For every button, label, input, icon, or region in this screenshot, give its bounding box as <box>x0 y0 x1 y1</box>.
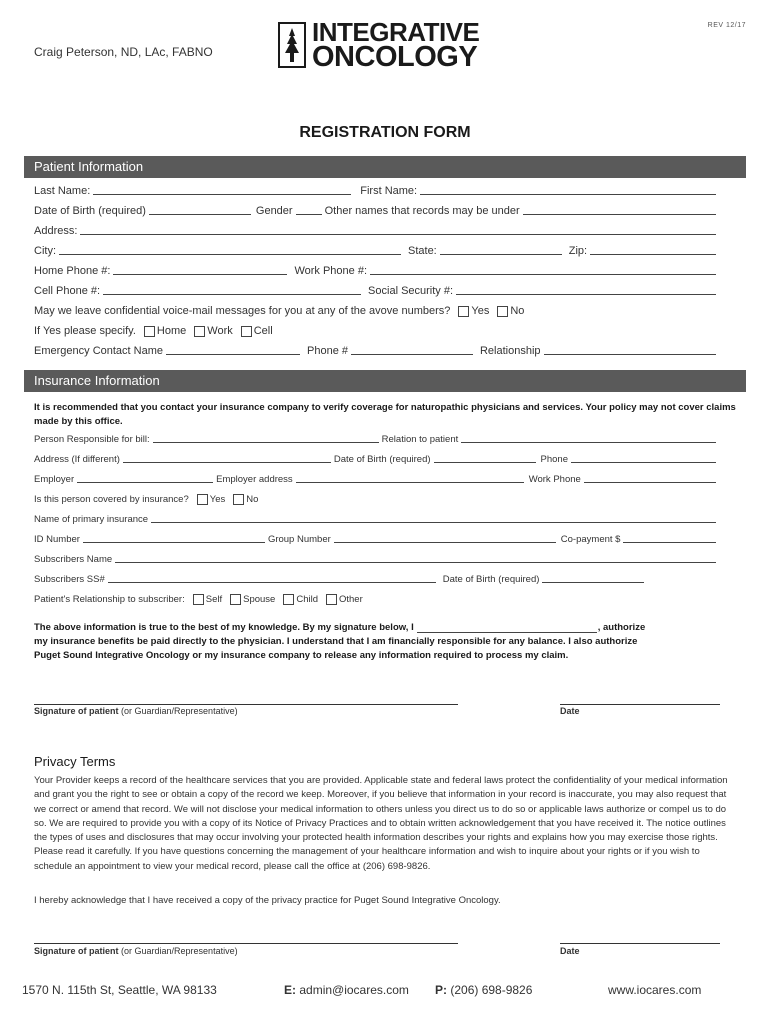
spouse-label: Spouse <box>243 594 276 605</box>
insurance-note: It is recommended that you contact your insurance company to verify coverage for naturopathic physicians and services. Your policy may not cover claims made by this office. <box>34 402 736 427</box>
row-relationship <box>34 594 719 605</box>
address-label: Address: <box>34 225 78 237</box>
row-responsible <box>34 434 719 445</box>
ssn-field[interactable] <box>456 294 716 295</box>
home-checkbox[interactable] <box>144 326 155 337</box>
primary-insurance-field[interactable] <box>151 522 716 523</box>
subscriber-ss-field[interactable] <box>108 582 436 583</box>
logo <box>278 17 493 74</box>
row-city <box>34 245 719 257</box>
privacy-acknowledgement: I hereby acknowledge that I have received a copy of the privacy practice for Puget Sound Integrative Oncology. <box>34 895 501 906</box>
row-voicemail <box>34 305 719 317</box>
work-phone-field[interactable] <box>370 274 716 275</box>
logo-line1: INTEGRATIVE <box>312 17 480 47</box>
row-covered <box>34 494 719 505</box>
relation-label: Relation to patient <box>381 434 459 445</box>
row-employer <box>34 474 719 485</box>
id-number-label: ID Number <box>34 534 80 545</box>
ins-dob-field[interactable] <box>434 462 536 463</box>
self-label: Self <box>205 594 223 605</box>
work-phone-label: Work Phone #: <box>294 265 367 277</box>
row-id <box>34 534 719 545</box>
copay-label: Co-payment $ <box>560 534 621 545</box>
footer-email: E: admin@iocares.com <box>284 983 409 997</box>
date-label-2: Date <box>560 946 580 956</box>
signature-line[interactable] <box>34 704 458 705</box>
subscriber-dob-field[interactable] <box>542 582 644 583</box>
ins-phone-field[interactable] <box>571 462 716 463</box>
if-yes-label: If Yes please specify. <box>34 325 136 337</box>
dob-label: Date of Birth (required) <box>34 205 146 217</box>
privacy-title: Privacy Terms <box>34 754 116 769</box>
other-names-label: Other names that records may be under <box>324 205 520 217</box>
employer-label: Employer <box>34 474 75 485</box>
authorization-line3: Puget Sound Integrative Oncology or my insurance company to release any information required to process my claim. <box>34 650 569 661</box>
ins-work-phone-field[interactable] <box>584 482 716 483</box>
row-primary <box>34 514 719 525</box>
subscriber-dob-label: Date of Birth (required) <box>442 574 540 585</box>
work-phone-label: Work Phone <box>528 474 581 485</box>
authorization-name-field[interactable] <box>417 632 597 633</box>
spouse-checkbox[interactable] <box>230 594 241 605</box>
row-subscriber-ss <box>34 574 719 585</box>
subscriber-name-field[interactable] <box>115 562 716 563</box>
voicemail-no-checkbox[interactable] <box>497 306 508 317</box>
employer-address-field[interactable] <box>296 482 524 483</box>
row-subscriber-name <box>34 554 719 565</box>
cell-checkbox[interactable] <box>241 326 252 337</box>
relationship-label: Relationship <box>479 345 541 357</box>
city-field[interactable] <box>59 254 401 255</box>
home-label: Home <box>156 325 187 337</box>
voicemail-no-label: No <box>510 305 525 317</box>
authorization-line1a: The above information is true to the best of my knowledge. By my signature below, I <box>34 622 414 633</box>
person-responsible-field[interactable] <box>153 442 379 443</box>
emergency-phone-field[interactable] <box>351 354 473 355</box>
row-dob <box>34 205 719 217</box>
doctor-name: Craig Peterson, ND, LAc, FABNO <box>34 45 213 59</box>
covered-yes-checkbox[interactable] <box>197 494 208 505</box>
employer-field[interactable] <box>77 482 213 483</box>
state-label: State: <box>408 245 437 257</box>
relationship-to-subscriber-label: Patient's Relationship to subscriber: <box>34 594 185 605</box>
last-name-field[interactable] <box>93 194 351 195</box>
row-cell <box>34 285 719 297</box>
section-patient-information: Patient Information <box>24 156 746 178</box>
voicemail-question: May we leave confidential voice-mail messages for you at any of the avove numbers? <box>34 305 451 317</box>
subscriber-ss-label: Subscribers SS# <box>34 574 105 585</box>
last-name-label: Last Name: <box>34 185 91 197</box>
subscriber-name-label: Subscribers Name <box>34 554 113 565</box>
cell-label: Cell <box>253 325 273 337</box>
covered-question: Is this person covered by insurance? <box>34 494 189 505</box>
voicemail-yes-checkbox[interactable] <box>458 306 469 317</box>
covered-yes-label: Yes <box>209 494 226 505</box>
zip-label: Zip: <box>568 245 588 257</box>
state-field[interactable] <box>440 254 562 255</box>
emergency-name-field[interactable] <box>166 354 300 355</box>
signature-line-2[interactable] <box>34 943 458 944</box>
row-emergency <box>34 345 719 357</box>
footer-phone: P: (206) 698-9826 <box>435 983 533 997</box>
primary-insurance-label: Name of primary insurance <box>34 514 149 525</box>
id-number-field[interactable] <box>83 542 265 543</box>
signature-label-2: Signature of patient (or Guardian/Representative) <box>34 946 238 956</box>
cell-phone-label: Cell Phone #: <box>34 285 101 297</box>
ins-address-field[interactable] <box>123 462 331 463</box>
work-checkbox[interactable] <box>194 326 205 337</box>
ins-phone-label: Phone <box>540 454 568 465</box>
footer-address: 1570 N. 115th St, Seattle, WA 98133 <box>22 983 217 997</box>
ins-address-label: Address (If different) <box>34 454 120 465</box>
cell-phone-field[interactable] <box>103 294 361 295</box>
group-number-label: Group Number <box>267 534 331 545</box>
tree-icon <box>278 22 306 68</box>
form-title: REGISTRATION FORM <box>299 124 471 141</box>
person-responsible-label: Person Responsible for bill: <box>34 434 150 445</box>
gender-label: Gender <box>255 205 293 217</box>
voicemail-yes-label: Yes <box>471 305 490 317</box>
authorization-line2: my insurance benefits be paid directly to the physician. I understand that I am financially responsible for any balance. I also authorize <box>34 636 638 647</box>
section-insurance-information: Insurance Information <box>24 370 746 392</box>
ssn-label: Social Security #: <box>368 285 454 297</box>
emergency-label: Emergency Contact Name <box>34 345 163 357</box>
dob-field[interactable] <box>149 214 251 215</box>
first-name-field[interactable] <box>420 194 716 195</box>
city-label: City: <box>34 245 56 257</box>
authorization-line1b: , authorize <box>597 622 646 633</box>
authorization-text <box>34 621 739 663</box>
signature-label: Signature of patient (or Guardian/Representative) <box>34 706 238 716</box>
row-address <box>34 225 719 237</box>
gender-field[interactable] <box>296 214 322 215</box>
work-label: Work <box>207 325 233 337</box>
row-ins-address <box>34 454 719 465</box>
employer-address-label: Employer address <box>216 474 293 485</box>
other-names-field[interactable] <box>523 214 716 215</box>
zip-field[interactable] <box>590 254 716 255</box>
child-checkbox[interactable] <box>283 594 294 605</box>
home-phone-field[interactable] <box>113 274 287 275</box>
other-checkbox[interactable] <box>326 594 337 605</box>
revision-label: REV 12/17 <box>707 22 746 29</box>
ins-dob-label: Date of Birth (required) <box>333 454 431 465</box>
copay-field[interactable] <box>623 542 716 543</box>
date-label: Date <box>560 706 580 716</box>
logo-line2: ONCOLOGY <box>312 41 478 73</box>
relation-field[interactable] <box>461 442 716 443</box>
relationship-field[interactable] <box>544 354 716 355</box>
date-line[interactable] <box>560 704 720 705</box>
child-label: Child <box>296 594 318 605</box>
covered-no-checkbox[interactable] <box>233 494 244 505</box>
privacy-body: Your Provider keeps a record of the healthcare services that you are provided. Applicable state and federal laws protect the confidentiality of your medical information and grant you the right to see or obtain a copy of the record we keep. Moreover, if you believe that information in your record is inaccurate, you may also request that we correct or amend that record. We will not disclose your medical information to others unless you direct us to do so or applicable laws authorize or compel us to do so. We are required to provide you with a copy of its Notice of Privacy Practices and to obtain written acknowledgement that you have received it. The notice outlines the types of uses and disclosures that may occur involving your protected health information describes your rights and explains how you may exercise those rights. Please read it carefully. If you have questions concerning the management of your healthcare information and wish to inquire about your rights or if you wish to schedule an appointment to view your medical record, please call the office at (206) 698-9826. <box>34 775 728 872</box>
row-if-yes <box>34 325 719 337</box>
address-field[interactable] <box>80 234 716 235</box>
date-line-2[interactable] <box>560 943 720 944</box>
self-checkbox[interactable] <box>193 594 204 605</box>
other-label: Other <box>339 594 363 605</box>
home-phone-label: Home Phone #: <box>34 265 111 277</box>
footer-website[interactable]: www.iocares.com <box>608 983 702 997</box>
group-number-field[interactable] <box>334 542 556 543</box>
row-name <box>34 185 719 197</box>
emergency-phone-label: Phone # <box>307 345 348 357</box>
row-phones <box>34 265 719 277</box>
covered-no-label: No <box>246 494 259 505</box>
first-name-label: First Name: <box>360 185 418 197</box>
